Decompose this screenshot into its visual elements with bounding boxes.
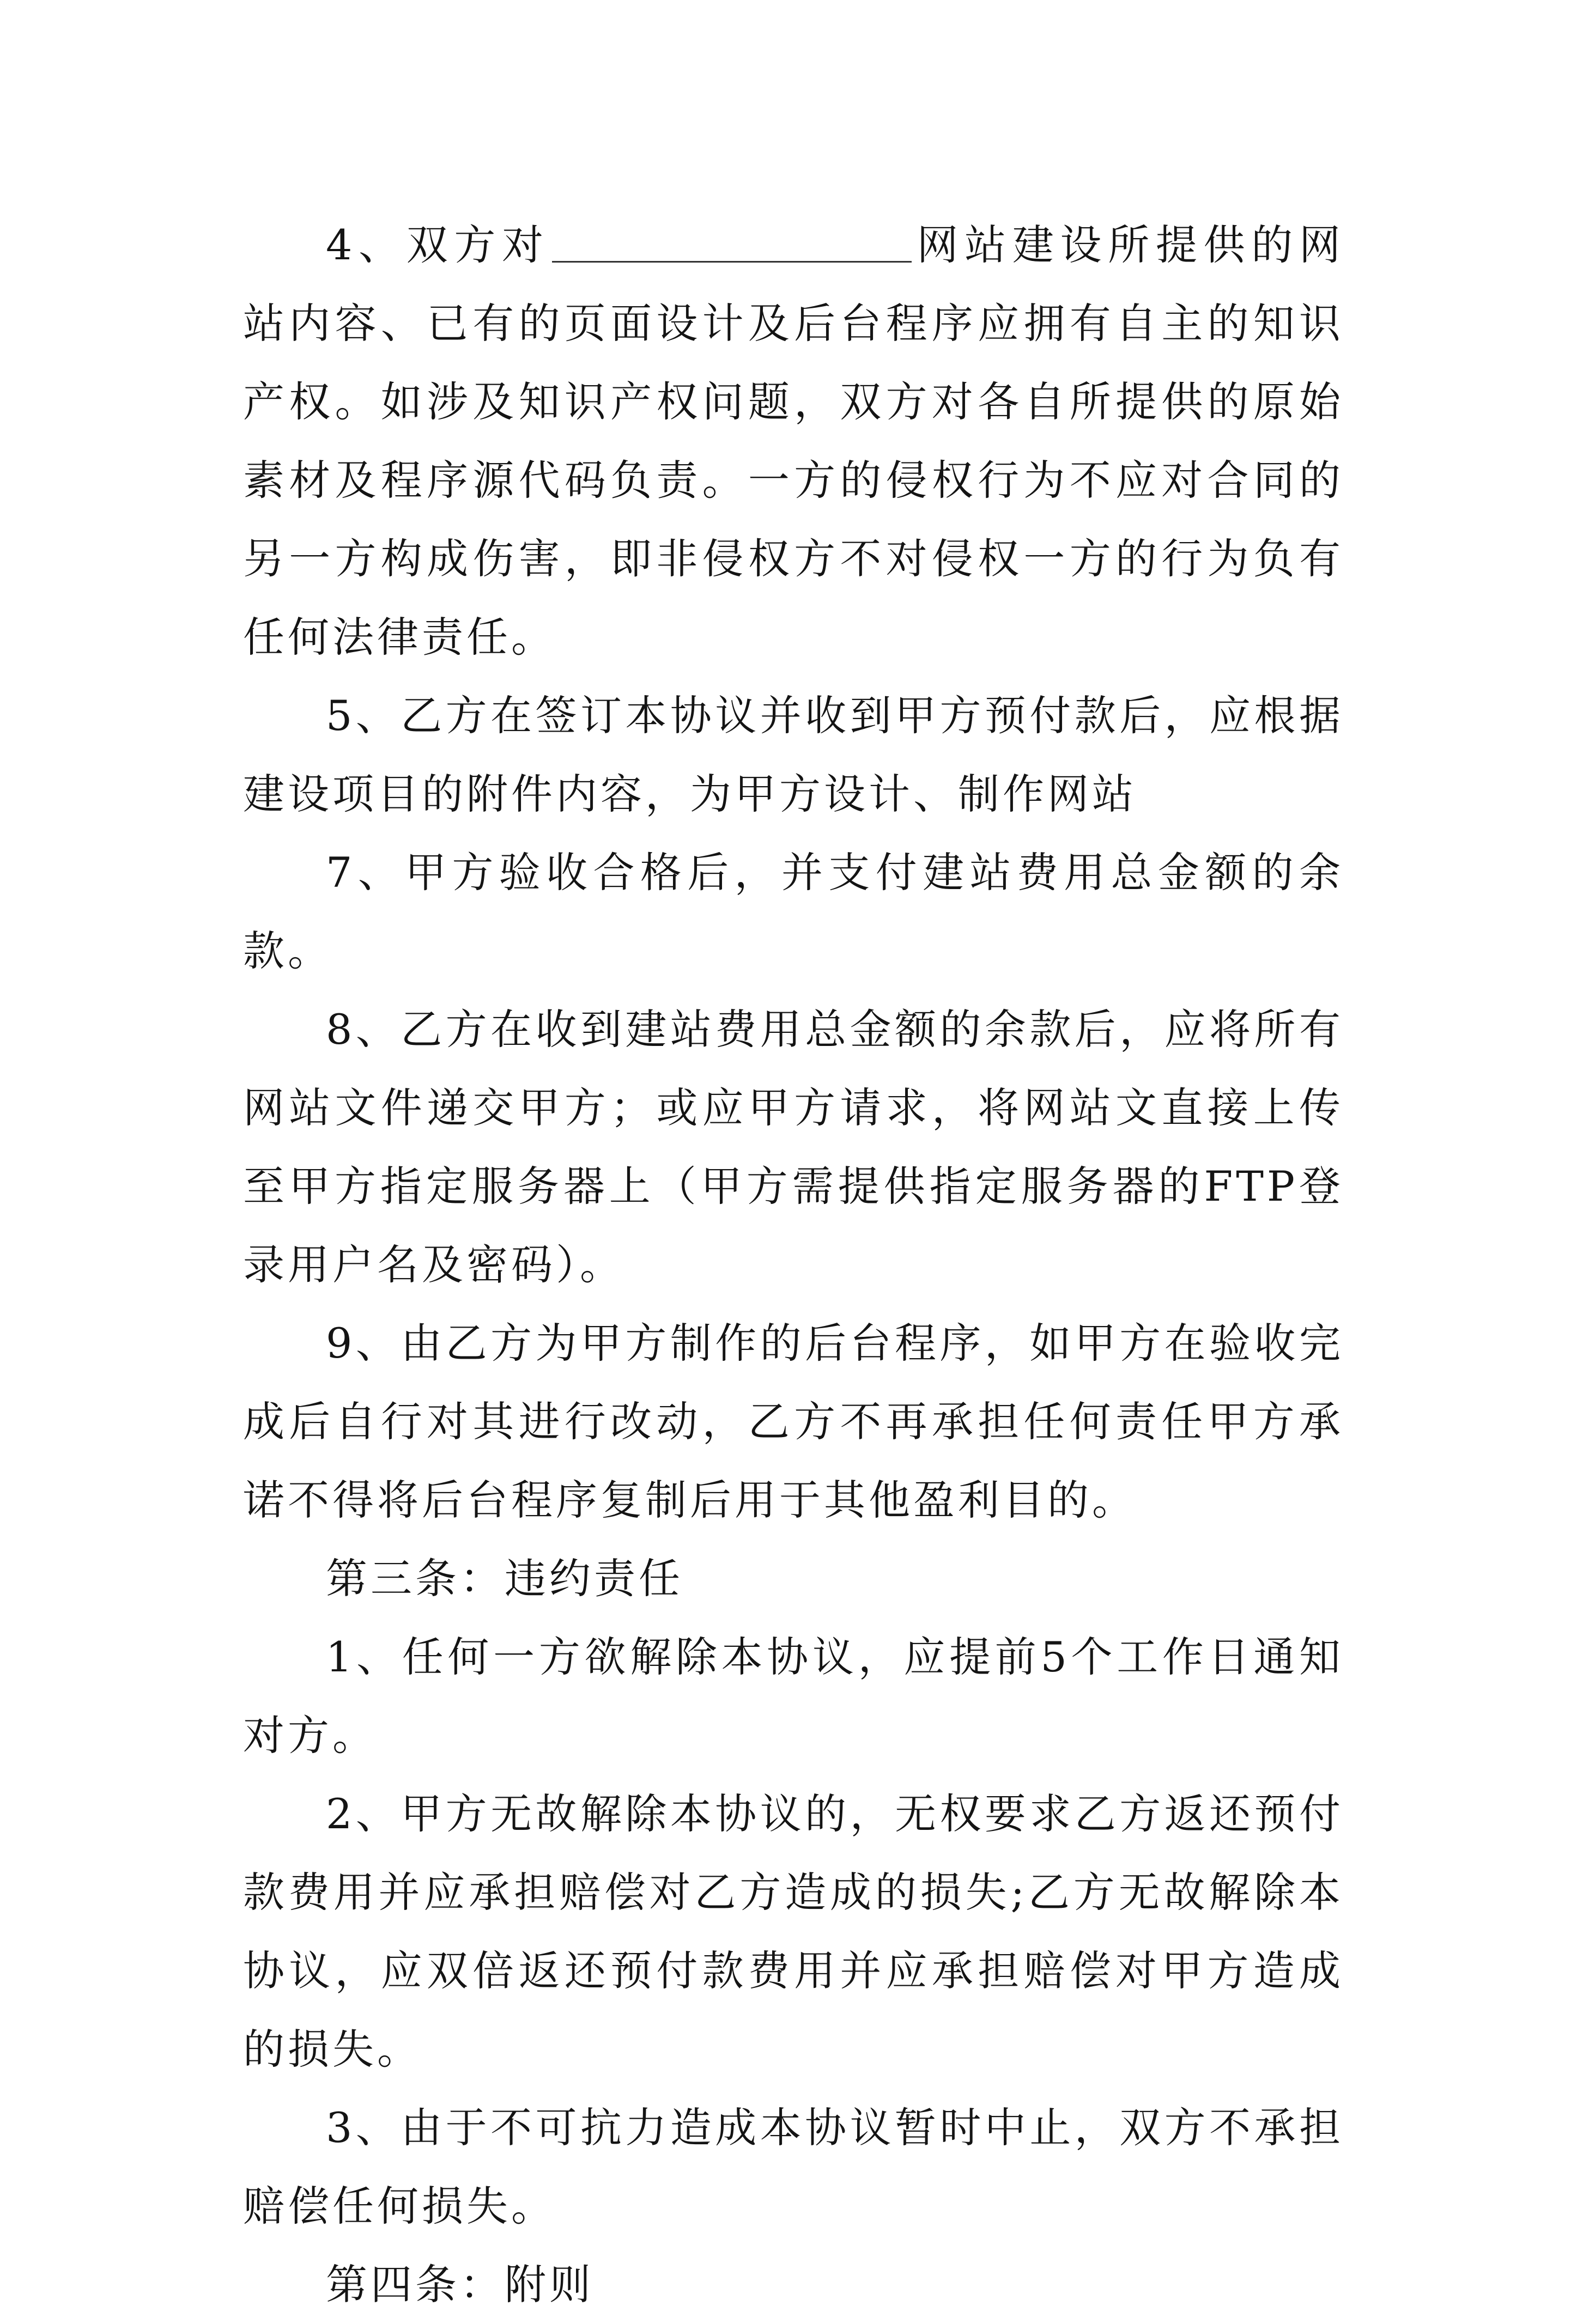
clause-4-paragraph xyxy=(243,206,1344,677)
clause-5-paragraph: 5、乙方在签订本协议并收到甲方预付款后，应根据建设项目的附件内容，为甲方设计、制作网站 xyxy=(243,691,1344,818)
article-3-heading: 第三条：违约责任 xyxy=(326,1554,683,1603)
clause-4-body: 网站建设所提供的网站内容、已有的页面设计及后台程序应拥有自主的知识产权。如涉及知识产权问题，双方对各自所提供的原始素材及程序源代码负责。一方的侵权行为不应对合同的另一方构成伤害，即非侵权方不对侵权一方的行为负有任何法律责任。 xyxy=(243,221,1344,661)
article-3-clause-1: 1、任何一方欲解除本协议，应提前5个工作日通知对方。 xyxy=(243,1633,1344,1760)
clause-7-paragraph: 7、甲方验收合格后，并支付建站费用总金额的余款。 xyxy=(243,848,1344,975)
article-4-heading: 第四条：附则 xyxy=(326,2260,594,2309)
document-body xyxy=(243,206,1344,2324)
clause-8-paragraph: 8、乙方在收到建站费用总金额的余款后，应将所有网站文件递交甲方；或应甲方请求，将网站文直接上传至甲方指定服务器上（甲方需提供指定服务器的FTP登录用户名及密码）。 xyxy=(243,1005,1344,1289)
clause-4-lead: 4、双方对 xyxy=(326,221,550,269)
article-3-clause-3: 3、由于不可抗力造成本协议暂时中止，双方不承担赔偿任何损失。 xyxy=(243,2103,1344,2230)
clause-9-paragraph: 9、由乙方为甲方制作的后台程序，如甲方在验收完成后自行对其进行改动，乙方不再承担任何责任甲方承诺不得将后台程序复制后用于其他盈利目的。 xyxy=(243,1319,1344,1524)
blank-fill-line xyxy=(552,226,912,263)
article-3-clause-2: 2、甲方无故解除本协议的，无权要求乙方返还预付款费用并应承担赔偿对乙方造成的损失;乙方无故解除本协议，应双倍返还预付款费用并应承担赔偿对甲方造成的损失。 xyxy=(243,1790,1344,2073)
